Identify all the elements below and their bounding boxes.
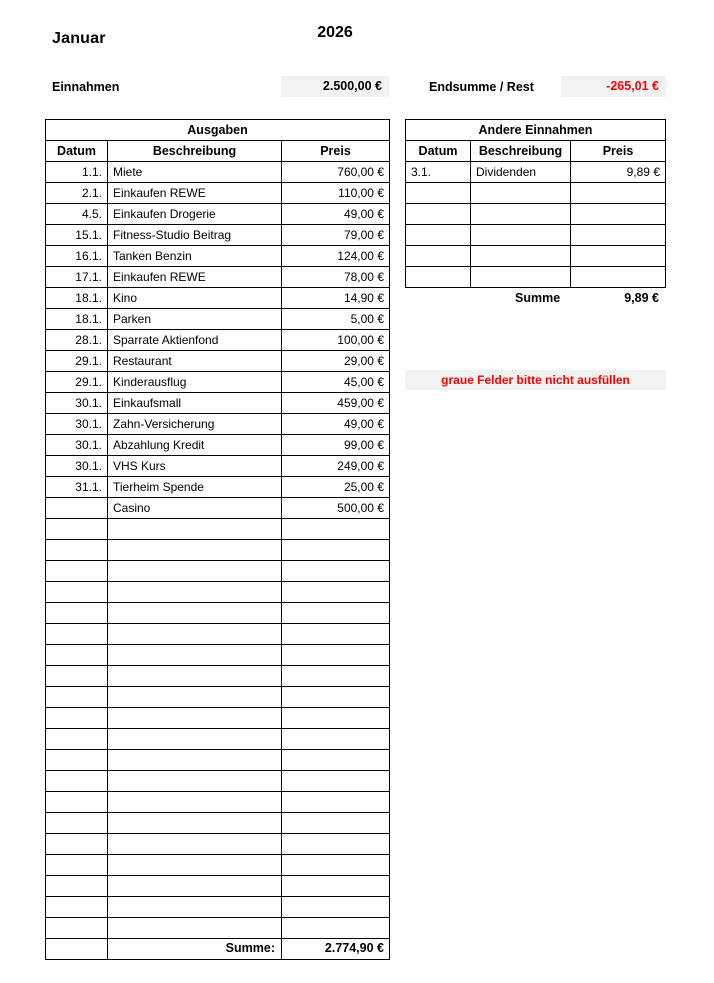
other-income-col-beschreibung: Beschreibung (471, 141, 571, 162)
table-row (46, 477, 390, 498)
table-row (46, 414, 390, 435)
expenses-title: Ausgaben (46, 120, 390, 141)
expenses-title-row (46, 120, 390, 141)
table-row (46, 918, 390, 939)
cell-price[interactable]: 29,00 € (282, 351, 390, 372)
expenses-table-body (46, 120, 390, 960)
cell-date[interactable] (46, 540, 108, 561)
cell-date[interactable] (46, 771, 108, 792)
table-row (46, 288, 390, 309)
cell-description[interactable] (108, 519, 282, 540)
cell-price[interactable] (282, 897, 390, 918)
cell-date[interactable]: 3.1. (406, 162, 471, 183)
cell-date[interactable] (46, 582, 108, 603)
expenses-header-row (46, 141, 390, 162)
cell-date[interactable] (406, 225, 471, 246)
cell-date[interactable] (46, 666, 108, 687)
cell-date[interactable] (46, 918, 108, 939)
table-row (46, 729, 390, 750)
table-row (46, 897, 390, 918)
other-income-total-value: 9,89 € (624, 291, 659, 305)
table-row (46, 456, 390, 477)
cell-price[interactable]: 249,00 € (282, 456, 390, 477)
cell-description[interactable] (108, 771, 282, 792)
cell-date[interactable] (46, 834, 108, 855)
table-row (46, 624, 390, 645)
expenses-total-label: Summe: (225, 941, 275, 955)
cell-description[interactable] (108, 792, 282, 813)
balance-value-cell: -265,01 € (561, 76, 666, 97)
cell-date[interactable] (46, 519, 108, 540)
cell-price[interactable] (282, 918, 390, 939)
cell-price[interactable]: 14,90 € (282, 288, 390, 309)
cell-date[interactable] (46, 813, 108, 834)
cell-price[interactable] (282, 624, 390, 645)
grey-fields-note: graue Felder bitte nicht ausfüllen (405, 370, 666, 390)
cell-date[interactable]: 18.1. (46, 309, 108, 330)
cell-description[interactable] (108, 813, 282, 834)
table-row (46, 246, 390, 267)
cell-description[interactable] (108, 645, 282, 666)
table-row (406, 246, 666, 267)
table-row (46, 498, 390, 519)
table-row (46, 225, 390, 246)
cell-price[interactable]: 79,00 € (282, 225, 390, 246)
cell-description[interactable] (108, 624, 282, 645)
cell-price[interactable] (282, 771, 390, 792)
cell-description[interactable] (108, 729, 282, 750)
cell-price[interactable] (282, 540, 390, 561)
cell-date[interactable]: 29.1. (46, 351, 108, 372)
cell-date[interactable]: 2.1. (46, 183, 108, 204)
cell-description[interactable] (108, 603, 282, 624)
cell-description[interactable]: Parken (108, 309, 282, 330)
cell-description[interactable]: Abzahlung Kredit (108, 435, 282, 456)
cell-price[interactable]: 99,00 € (282, 435, 390, 456)
cell-description[interactable] (108, 687, 282, 708)
cell-price[interactable] (571, 183, 666, 204)
other-income-col-datum: Datum (406, 141, 471, 162)
cell-price[interactable] (282, 708, 390, 729)
cell-description[interactable] (471, 183, 571, 204)
balance-label: Endsumme / Rest (429, 80, 534, 94)
cell-description[interactable]: Einkaufsmall (108, 393, 282, 414)
cell-description[interactable] (471, 204, 571, 225)
table-row (46, 876, 390, 897)
cell-description[interactable] (108, 540, 282, 561)
cell-date[interactable]: 30.1. (46, 435, 108, 456)
cell-price[interactable] (571, 267, 666, 288)
cell-price[interactable] (571, 204, 666, 225)
cell-price[interactable]: 100,00 € (282, 330, 390, 351)
cell-description[interactable] (108, 897, 282, 918)
cell-date[interactable] (46, 750, 108, 771)
other-income-table (405, 119, 666, 288)
cell-price[interactable] (282, 561, 390, 582)
table-row (46, 792, 390, 813)
table-row (46, 435, 390, 456)
table-row (46, 855, 390, 876)
table-row (46, 183, 390, 204)
table-row (46, 771, 390, 792)
cell-price[interactable] (282, 687, 390, 708)
cell-description[interactable] (471, 267, 571, 288)
cell-description[interactable]: Fitness-Studio Beitrag (108, 225, 282, 246)
cell-price[interactable] (282, 519, 390, 540)
cell-price[interactable] (282, 834, 390, 855)
other-income-header-row (406, 141, 666, 162)
table-row (46, 645, 390, 666)
cell-description[interactable]: Sparrate Aktienfond (108, 330, 282, 351)
month-title: Januar (52, 30, 106, 47)
cell-price[interactable]: 25,00 € (282, 477, 390, 498)
expenses-total-value: 2.774,90 € (324, 941, 384, 955)
cell-price[interactable] (282, 645, 390, 666)
cell-description[interactable]: Kinderausflug (108, 372, 282, 393)
income-label: Einnahmen (52, 80, 120, 94)
table-row (406, 162, 666, 183)
cell-description[interactable] (108, 666, 282, 687)
sheet-header (0, 0, 714, 112)
cell-description[interactable]: Kino (108, 288, 282, 309)
cell-price[interactable] (282, 582, 390, 603)
other-income-total-row (405, 288, 665, 308)
cell-price[interactable]: 78,00 € (282, 267, 390, 288)
cell-date[interactable] (46, 855, 108, 876)
cell-date[interactable] (46, 708, 108, 729)
cell-date[interactable]: 1.1. (46, 162, 108, 183)
cell-date[interactable] (46, 687, 108, 708)
cell-date[interactable]: 15.1. (46, 225, 108, 246)
cell-price[interactable]: 500,00 € (282, 498, 390, 519)
cell-date[interactable]: 28.1. (46, 330, 108, 351)
cell-price[interactable]: 9,89 € (571, 162, 666, 183)
cell-date[interactable] (46, 897, 108, 918)
table-row (46, 519, 390, 540)
table-row (46, 687, 390, 708)
expenses-col-beschreibung: Beschreibung (108, 141, 282, 162)
cell-date[interactable]: 30.1. (46, 393, 108, 414)
other-income-col-preis: Preis (571, 141, 666, 162)
cell-date[interactable]: 17.1. (46, 267, 108, 288)
cell-price[interactable] (282, 855, 390, 876)
cell-description[interactable] (108, 876, 282, 897)
table-row (46, 267, 390, 288)
cell-description[interactable] (108, 750, 282, 771)
cell-description[interactable]: Einkaufen REWE (108, 267, 282, 288)
cell-date[interactable]: 29.1. (46, 372, 108, 393)
table-row (46, 309, 390, 330)
cell-price[interactable] (282, 750, 390, 771)
other-income-total-label: Summe (515, 291, 561, 305)
cell-description[interactable]: Dividenden (471, 162, 571, 183)
cell-date[interactable] (46, 792, 108, 813)
table-row (46, 330, 390, 351)
cell-price[interactable] (571, 225, 666, 246)
table-row (46, 351, 390, 372)
cell-date[interactable]: 31.1. (46, 477, 108, 498)
cell-description[interactable] (471, 246, 571, 267)
expenses-total-row (45, 938, 389, 958)
cell-date[interactable]: 30.1. (46, 414, 108, 435)
cell-description[interactable]: Einkaufen Drogerie (108, 204, 282, 225)
cell-description[interactable] (108, 708, 282, 729)
cell-date[interactable] (46, 498, 108, 519)
cell-price[interactable] (282, 813, 390, 834)
cell-price[interactable]: 459,00 € (282, 393, 390, 414)
cell-price[interactable]: 124,00 € (282, 246, 390, 267)
table-row (46, 834, 390, 855)
cell-description[interactable]: VHS Kurs (108, 456, 282, 477)
table-row (406, 183, 666, 204)
table-row (46, 372, 390, 393)
table-row (46, 162, 390, 183)
cell-date[interactable]: 30.1. (46, 456, 108, 477)
cell-date[interactable]: 16.1. (46, 246, 108, 267)
cell-price[interactable] (282, 666, 390, 687)
cell-description[interactable] (108, 834, 282, 855)
cell-date[interactable]: 18.1. (46, 288, 108, 309)
table-row (46, 603, 390, 624)
table-row (46, 561, 390, 582)
cell-date[interactable] (46, 561, 108, 582)
cell-price[interactable]: 45,00 € (282, 372, 390, 393)
other-income-title-row (406, 120, 666, 141)
expenses-col-preis: Preis (282, 141, 390, 162)
other-income-table-body (406, 120, 666, 288)
table-row (406, 267, 666, 288)
cell-description[interactable]: Einkaufen REWE (108, 183, 282, 204)
cell-price[interactable] (282, 729, 390, 750)
table-row (46, 750, 390, 771)
cell-price[interactable]: 49,00 € (282, 414, 390, 435)
cell-date[interactable] (46, 624, 108, 645)
year-title: 2026 (317, 24, 353, 41)
table-row (46, 666, 390, 687)
table-row (46, 204, 390, 225)
income-value-cell[interactable]: 2.500,00 € (281, 76, 389, 97)
cell-description[interactable]: Tierheim Spende (108, 477, 282, 498)
table-row (46, 813, 390, 834)
cell-price[interactable]: 49,00 € (282, 204, 390, 225)
cell-price[interactable] (571, 246, 666, 267)
cell-description[interactable]: Casino (108, 498, 282, 519)
cell-description[interactable] (108, 855, 282, 876)
table-row (46, 582, 390, 603)
cell-description[interactable]: Tanken Benzin (108, 246, 282, 267)
cell-date[interactable] (46, 603, 108, 624)
table-row (406, 225, 666, 246)
cell-price[interactable] (282, 603, 390, 624)
cell-description[interactable] (108, 582, 282, 603)
cell-price[interactable]: 760,00 € (282, 162, 390, 183)
table-row (46, 393, 390, 414)
cell-price[interactable]: 5,00 € (282, 309, 390, 330)
table-row (46, 708, 390, 729)
cell-price[interactable] (282, 876, 390, 897)
cell-date[interactable] (406, 267, 471, 288)
expenses-table (45, 119, 390, 960)
cell-description[interactable] (471, 225, 571, 246)
cell-date[interactable] (406, 183, 471, 204)
cell-description[interactable] (108, 918, 282, 939)
cell-date[interactable] (46, 876, 108, 897)
other-income-title: Andere Einnahmen (406, 120, 666, 141)
cell-date[interactable] (406, 204, 471, 225)
table-row (46, 540, 390, 561)
cell-description[interactable]: Miete (108, 162, 282, 183)
cell-date[interactable]: 4.5. (46, 204, 108, 225)
cell-price[interactable]: 110,00 € (282, 183, 390, 204)
cell-price[interactable] (282, 792, 390, 813)
cell-date[interactable] (46, 729, 108, 750)
table-row (406, 204, 666, 225)
cell-date[interactable] (406, 246, 471, 267)
cell-description[interactable] (108, 561, 282, 582)
cell-description[interactable]: Zahn-Versicherung (108, 414, 282, 435)
expenses-col-datum: Datum (46, 141, 108, 162)
cell-description[interactable]: Restaurant (108, 351, 282, 372)
cell-date[interactable] (46, 645, 108, 666)
